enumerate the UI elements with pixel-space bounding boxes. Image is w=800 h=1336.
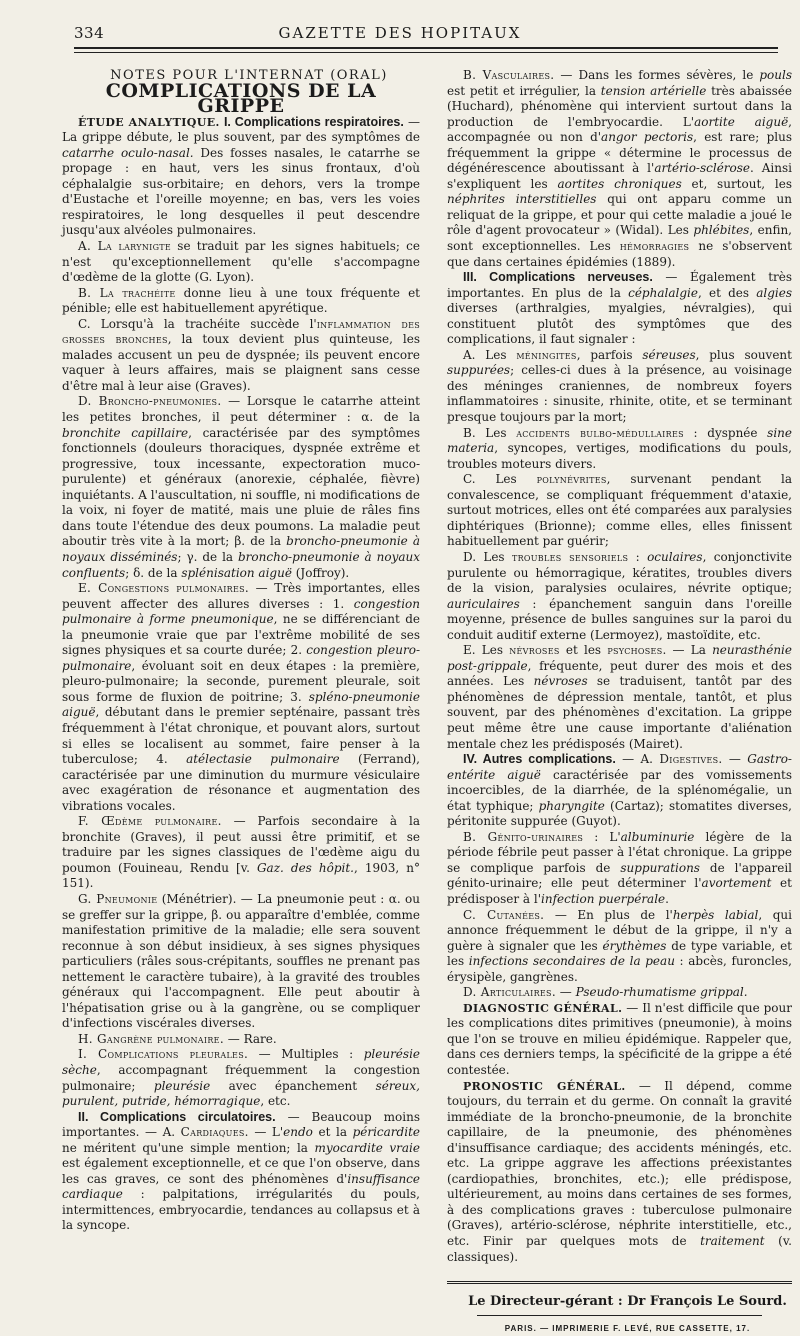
paragraph-pronostic: PRONOSTIC GÉNÉRAL. — Il dépend, comme toujours, du terrain et du germe. On connaît la gravité immédiate de la broncho-pneumonie, de la bronchite capillaire, de la pneumonie, des phénomènes d'insuffisance cardiaque; des accidents méningés, etc. etc. La grippe aggrave les affections préexistantes (cardiopathies, bronchites, etc.); elle prédispose, ultérieurement, au moins dans certaines de ses formes, à des complications graves : tuberculose pulmonaire (Graves), artério-sclérose, néphrite interstitielle, etc., etc. Finir par quelques mots de traitement (v. classiques). [447,1078,792,1264]
section-2-title: II. Complications circulatoires. [78,1109,276,1124]
section-3-title: III. Complications nerveuses. [463,270,653,285]
footer-rule-double [447,1281,792,1284]
paragraph-vasculaires: B. Vasculaires. — Dans les formes sévères, le pouls est petit et irrégulier, la tension artérielle très abaissée (Huchard), phénomène qui intervient surtout dans la production de l'embryocardie. L'aortite aiguë, accompagnée ou non d'angor pectoris, est rare; plus fréquemment la grippe « détermine le processus de dégénérescence aboutissant à l'artério-sclérose. Ainsi s'expliquent les aortites chroniques et, surtout, les néphrites interstitielles qui ont apparu comme un reliquat de la grippe, et pour qui cette maladie a joué le rôle d'agent provocateur » (Widal). Les phlébites, enfin, sont exceptionnelles. Les hémorragies ne s'observent que dans certaines épidémies (1889). [447,68,793,269]
footer-rule [477,1315,762,1316]
journal-title: GAZETTE DES HOPITAUX [278,24,522,42]
paragraph-sensoriels: D. Les troubles sensoriels : oculaires, conjonctivite purulente ou hémorragique, kératites, troubles divers de la vision, paralysies oculaires, névrite optique; auriculaires : épanchement sanguin dans l'oreille moyenne, présence de bulles sanguines sur la paroi du conduit auditif externe (Lermoyez), mastoïdite, etc. [447,549,792,642]
right-column [447,68,792,1336]
printer-line: PARIS. — IMPRIMERIE F. LEVÉ, RUE CASSETTE, 17. [504,1323,751,1333]
paragraph-nerveuses: III. Complications nerveuses. — Également très importantes. En plus de la céphalalgie, et des algies diverses (arthralgies, myalgies, névralgies), qui constituent plutôt des symptômes que des complications, il faut signaler : [447,270,793,347]
page-header [0,0,800,56]
etude-label: ÉTUDE ANALYTIQUE. [78,115,220,129]
paragraph-diagnostic: DIAGNOSTIC GÉNÉRAL. — Il n'est difficile que pour les complications dites primitives (pneumonie), à moins que l'on se trouve en milieu épidémique. Rappeler que, dans ces derniers temps, la spécificité de la grippe a été contestée. [447,1000,792,1077]
paragraph-laryngite: A. La larynigte se traduit par les signes habituels; ce n'est qu'exceptionnellement qu'elle s'accompagne d'œdème de la glotte (G. Lyon). [62,239,421,285]
paragraph-gangrene: H. Gangrène pulmonaire. — Rare. [78,1031,277,1046]
paragraph-pleurales: I. Complications pleurales. — Multiples : pleurésie sèche, accompagnant fréquemment la congestion pulmonaire; pleurésie avec épanchement séreux, purulent, putride, hémorragique, etc. [62,1047,421,1109]
paragraph-polynevrites: C. Les polynévrites, survenant pendant la convalescence, se compliquant fréquemment d'ataxie, surtout motrices, elles ont été comparées aux paralysies diphtériques (Brionne); comme elles, elles finissent habituellement par guérir; [447,472,792,549]
paragraph-genito: B. Génito-urinaires : L'albuminurie légère de la période fébrile peut passer à l'état chronique. La grippe se complique parfois de suppurations de l'appareil génito-urinaire; elle peut déterminer l'avortement et prédisposer à l'infection puerpérale. [447,829,793,906]
paragraph-nevroses: E. Les névroses et les psychoses. — La neurasthénie post-grippale, fréquente, peut durer des mois et des années. Les névroses se traduisent, tantôt par des phénomènes de dépression mentale, tantôt, et plus souvent, par des phénomènes d'excitation. La grippe peut même être une cause importante d'aliénation mentale chez les prédisposés (Mairet). [447,643,792,751]
paragraph-broncho-pneumonies: D. Broncho-pneumonies. — Lorsque le catarrhe atteint les petites bronches, il peut déterminer : α. de la bronchite capillaire, caractérisée par des symptômes fonctionnels (douleurs thoraciques, dyspnée extrême et progressive, toux incessante, expectoration muco-purulente) et généraux (anorexie, céphalée, fièvre) inquiétants. A l'auscultation, ni souffle, ni modifications de la voix, ni foyer de matité, mais une pluie de râles fins dans toute l'étendue des deux poumons. La maladie peut aboutir très vite à la mort; β. de la broncho-pneumonie à noyaux disséminés; γ. de la broncho-pneumonie à noyaux confluents; δ. de la splénisation aiguë (Joffroy). [62,394,421,580]
left-column [62,68,420,1234]
director-signature: Le Directeur-gérant : Dr François Le Sourd. [468,1294,787,1310]
paragraph-oedeme: F. Œdème pulmonaire. — Parfois secondaire à la bronchite (Graves), il peut aussi être primitif, et se traduire par les signes classiques de l'œdème aigu du poumon (Fouineau, Rendu [v. Gaz. des hôpit., 1903, n° 151). [62,814,420,891]
paragraph-autres: IV. Autres complications. — A. Digestives. — Gastro-entérite aiguë caractérisée par des vomissements incoercibles, de la diarrhée, de la splénomégalie, un état typhique; pharyngite (Cartaz); stomatites diverses, péritonite suppurée (Guyot). [447,752,792,829]
notes-heading: NOTES POUR L'INTERNAT (ORAL) [110,68,388,83]
paragraph-bulbo: B. Les accidents bulbo-médullaires : dyspnée sine materia, syncopes, vertiges, modifications du pouls, troubles moteurs divers. [447,425,792,471]
paragraph-pneumonie: G. Pneumonie (Ménétrier). — La pneumonie peut : α. ou se greffer sur la grippe, β. ou apparaître d'emblée, comme manifestation primitive de la maladie; elle sera souvent reconnue à son début insidieux, à ses signes physiques particuliers (râles sous-crépitants, souffles ne prenant pas nettement le caractère tubaire), à la gravité des troubles généraux qui l'accompagnent. Elle peut aboutir à l'hépatisation grise ou à la gangrène, ou se compliquer d'infections viscérales diverses. [62,891,421,1031]
paragraph-intro: ÉTUDE ANALYTIQUE. I. Complications respiratoires. — La grippe débute, le plus souvent, par des symptômes de catarrhe oculo-nasal. Des fosses nasales, le catarrhe se propage : en haut, vers les sinus frontaux, d'où céphalalgie sus-orbitaire; en dehors, vers la trompe d'Eustache et l'oreille moyenne; en bas, vers les voies respiratoires, le long desquelles il peut descendre jusqu'aux alvéoles pulmonaires. [62,114,420,238]
page-number: 334 [74,24,105,42]
paragraph-cutanees: C. Cutanées. — En plus de l'herpès labial, qui annonce fréquemment le début de la grippe, il n'y a guère à signaler que les érythèmes de type variable, et les infections secondaires de la peau : abcès, furoncles, érysipèle, gangrènes. [447,907,793,984]
paragraph-circulatoires: II. Complications circulatoires. — Beaucoup moins importantes. — A. Cardiaques. — L'endo et la péricardite ne méritent qu'une simple mention; la myocardite vraie est également exceptionnelle, et ce que l'on observe, dans les cas graves, ce sont des phénomènes d'insuffisance cardiaque : palpitations, irrégularités du pouls, intermittences, embryocardie, tendances au collapsus et à la syncope. [62,1109,420,1233]
section-1-title: I. Complications respiratoires. [223,114,404,129]
paragraph-bronches: C. Lorsqu'à la trachéite succède l'inflammation des grosses bronches, la toux devient plus quinteuse, les malades accusent un peu de dyspnée; ils peuvent encore vaquer à leurs affaires, mais se plaignent sans cesse d'être mal à leur aise (Graves). [62,316,420,393]
section-4-title: IV. Autres complications. [463,752,616,767]
paragraph-tracheite: B. La trachéite donne lieu à une toux fréquente et pénible; elle est habituellement apyrétique. [62,285,421,316]
article-title: COMPLICATIONS DE LA GRIPPE [105,79,377,118]
paragraph-meningites: A. Les méningites, parfois séreuses, plus souvent suppurées; celles-ci dues à la présence, au voisinage des méninges craniennes, de nombreux foyers inflammatoires : sinusite, rhinite, otite, et se terminant presque toujours par la mort; [447,347,792,425]
header-rule [74,47,778,49]
header-rule-thin [74,52,778,53]
paragraph-congestions: E. Congestions pulmonaires. — Très importantes, elles peuvent affecter des allures diverses : 1. congestion pulmonaire à forme pneumonique, ne se différenciant de la pneumonie vraie que par l'extrême mobilité de ses signes physiques et sa courte durée; 2. congestion pleuro-pulmonaire, évoluant soit en deux étapes : la première, pleuro-pulmonaire; la seconde, purement pleurale, soit sous forme de fluxion de poitrine; 3. spléno-pneumonie aiguë, débutant dans le premier septénaire, passant très fréquemment à l'état chronique, et pouvant alors, surtout si elles se localisent au sommet, faire penser à la tuberculose; 4. atélectasie pulmonaire (Ferrand), caractérisée par une diminution du murmure vésiculaire avec exagération de résonance et augmentation des vibrations vocales. [62,581,420,813]
paragraph-articulaires: D. Articulaires. — Pseudo-rhumatisme grippal. [463,985,748,1000]
